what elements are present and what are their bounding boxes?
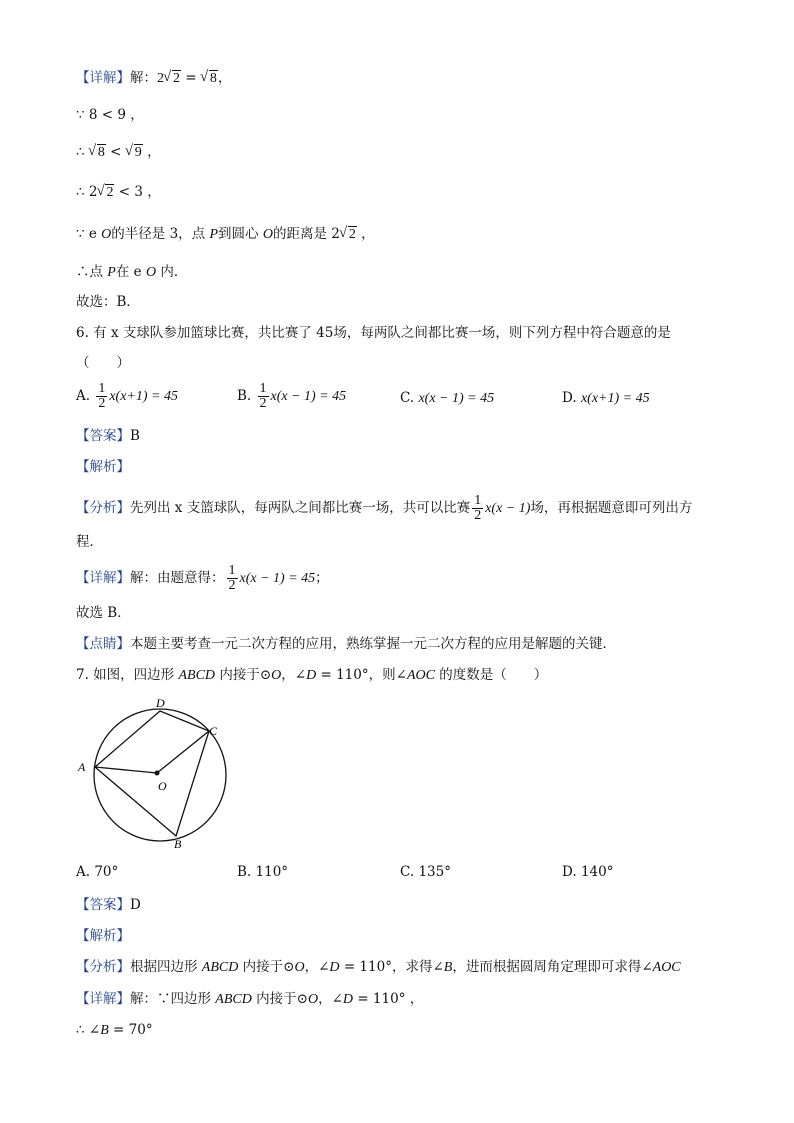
t: 7. 如图，四边形 <box>76 667 179 683</box>
text: 解： <box>130 70 157 86</box>
q6-option-b <box>237 382 346 411</box>
q6-choice: 故选 B． <box>76 605 131 621</box>
therefore: ∴ <box>76 144 89 160</box>
line-8-lt-9: ∵ 8 < 9 ， <box>76 107 144 123</box>
expr: x(x − 1) <box>485 501 531 516</box>
lt3: < 3 ， <box>114 184 161 200</box>
t: ∴ ∠ <box>76 1022 101 1038</box>
coef: 2 <box>157 71 164 86</box>
var-o: O <box>262 227 273 242</box>
detail-label: 【详解】 <box>76 70 130 86</box>
t: = 110°，求得∠ <box>339 959 444 975</box>
t: 解：由题意得： <box>130 570 225 586</box>
line-2sqrt2-lt-3 <box>76 182 161 203</box>
opt-expr: x(x+1) = 45 <box>109 389 178 404</box>
t: 根据四边形 <box>130 959 202 975</box>
q6-option-c <box>400 390 494 407</box>
t: 解：∵四边形 <box>130 991 216 1007</box>
t: ，∠ <box>318 991 343 1007</box>
q7-option-d: D. 140° <box>562 864 614 880</box>
q6-dianjing <box>76 634 616 654</box>
q6-option-a <box>76 382 178 411</box>
q7-option-b: B. 110° <box>237 864 289 880</box>
var: D <box>342 992 354 1007</box>
var-o: O <box>145 265 157 280</box>
t: 内接于⊙ <box>215 667 272 683</box>
segment-ao <box>95 767 157 773</box>
sqrt-8b: √ 8 <box>89 143 106 163</box>
equals: = <box>181 70 201 86</box>
sqrt-2: √ 2 <box>164 69 181 89</box>
expr: x(x − 1) = 45 <box>239 571 316 586</box>
var: O <box>271 668 282 683</box>
t: 在 e <box>115 264 146 280</box>
var: ABCD <box>178 668 216 683</box>
t: 的半径是 3，点 <box>111 226 210 242</box>
q7-xiangjie <box>76 989 423 1010</box>
therefore: ∴ 2 <box>76 184 98 200</box>
q7-stem <box>76 665 547 686</box>
t: 的距离是 2 <box>272 226 340 242</box>
var-o: O <box>101 227 112 242</box>
t: 先列出 x 支篮球队，每两队之间都比赛一场，共可以比赛 <box>130 500 471 516</box>
var: B <box>100 1023 109 1038</box>
answer-value: D <box>130 897 141 913</box>
label-o: O <box>158 779 167 793</box>
lt: < <box>105 144 126 160</box>
opt-letter: D. <box>562 390 577 406</box>
t: 内． <box>156 264 188 280</box>
t: 内接于⊙ <box>251 991 308 1007</box>
choice-line: 故选：B． <box>76 294 140 310</box>
var: D <box>329 960 340 975</box>
sqrt-2c: √ 2 <box>340 225 357 245</box>
opt-letter: B. <box>237 388 252 404</box>
var: AOC <box>406 668 435 683</box>
var: B <box>443 960 453 975</box>
q7-answer <box>76 895 141 915</box>
dianjing-label: 【点睛】 <box>76 636 130 652</box>
q6-analysis-label: 【解析】 <box>76 459 130 475</box>
q7-option-c: C. 135° <box>400 864 451 880</box>
opt-expr: x(x+1) = 45 <box>580 391 650 406</box>
opt-letter: C. <box>400 390 415 406</box>
fraction: $\frac{1}{2}$ <box>228 563 236 593</box>
q7-figure <box>70 690 250 855</box>
sqrt-2b: √ 2 <box>97 183 114 203</box>
t: 本题主要考查一元二次方程的应用，熟练掌握一元二次方程的应用是解题的关键． <box>130 636 616 652</box>
line-radius <box>76 224 375 245</box>
opt-letter: A. <box>76 388 91 404</box>
t: ； <box>315 570 329 586</box>
t: ∴点 <box>76 264 108 280</box>
var: D <box>306 668 317 683</box>
var: ABCD <box>215 992 252 1007</box>
line-sqrt-compare <box>76 142 161 163</box>
label-a: A <box>78 760 86 774</box>
center-dot <box>155 771 160 776</box>
t: 场，再根据题意即可列出方 <box>530 500 693 516</box>
t: ，∠ <box>281 667 307 683</box>
comma: ， <box>217 70 232 86</box>
t: 内接于⊙ <box>238 959 295 975</box>
fraction: $\frac{1}{2}$ <box>259 381 267 411</box>
answer-label: 【答案】 <box>76 897 130 913</box>
q7-angle-b <box>76 1020 153 1041</box>
answer-value: B <box>130 428 140 444</box>
t: ，进而根据圆周角定理即可求得∠ <box>452 959 653 975</box>
q7-option-a: A. 70° <box>76 864 119 880</box>
t: ， <box>356 226 375 242</box>
sqrt-9: √ 9 <box>126 143 143 163</box>
xiangjie-label: 【详解】 <box>76 570 130 586</box>
q6-xiangjie <box>76 564 329 593</box>
line-point-inside <box>76 262 187 283</box>
answer-label: 【答案】 <box>76 428 130 444</box>
q6-paren: （ ） <box>76 355 130 371</box>
xiangjie-label: 【详解】 <box>76 991 130 1007</box>
q6-option-d <box>562 390 650 407</box>
var: O <box>307 992 319 1007</box>
q6-fenxi <box>76 494 692 523</box>
fenxi-label: 【分析】 <box>76 959 130 975</box>
comma: ， <box>142 144 161 160</box>
var: O <box>294 960 305 975</box>
t: 的度数是（ ） <box>434 667 548 683</box>
var-p: P <box>209 227 219 242</box>
label-c: C <box>209 724 218 738</box>
fraction: $\frac{1}{2}$ <box>474 493 482 523</box>
t: = 70° <box>108 1022 153 1038</box>
label-d: D <box>156 696 165 710</box>
fenxi-label: 【分析】 <box>76 500 130 516</box>
opt-expr: x(x − 1) = 45 <box>418 391 495 406</box>
t: ，∠ <box>304 959 330 975</box>
label-b: B <box>174 837 182 851</box>
q7-analysis-label: 【解析】 <box>76 928 130 944</box>
q6-answer <box>76 426 140 446</box>
var-p: P <box>107 265 116 280</box>
t: 到圆心 <box>218 226 263 242</box>
circle-o <box>94 709 226 841</box>
var: ABCD <box>201 960 239 975</box>
segment-oc <box>157 731 209 773</box>
t: = 110°，则∠ <box>316 667 407 683</box>
q7-fenxi <box>76 957 681 978</box>
q6-stem: 6. 有 x 支球队参加篮球比赛，共比赛了 45场，每两队之间都比赛一场，则下列方程中符合题意的是 <box>76 325 671 341</box>
fraction: $\frac{1}{2}$ <box>98 381 106 411</box>
q6-fenxi-cont: 程． <box>76 534 103 550</box>
detail-line-sqrt <box>76 68 231 89</box>
sqrt-8: √ 8 <box>201 69 218 89</box>
var: AOC <box>652 960 681 975</box>
opt-expr: x(x − 1) = 45 <box>270 389 347 404</box>
t: ∵ e <box>76 226 102 242</box>
t: = 110° ， <box>353 991 424 1007</box>
